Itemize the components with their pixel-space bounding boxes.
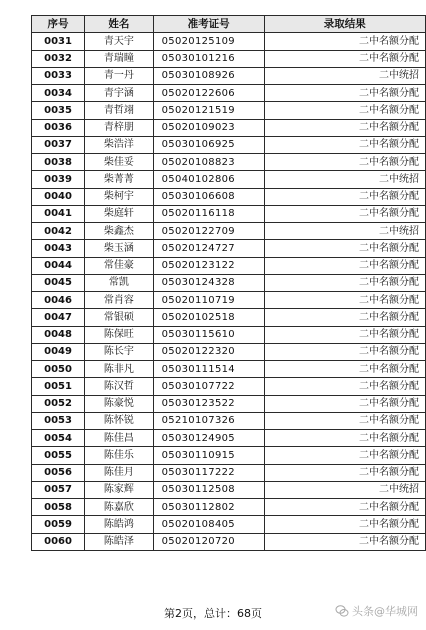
ticket-number-cell: 05030106925 — [153, 136, 264, 153]
name-cell: 陈保旺 — [85, 326, 154, 343]
admission-result-cell: 二中名额分配 — [264, 464, 425, 481]
name-cell: 柴浩洋 — [85, 136, 154, 153]
admission-result-cell: 二中名额分配 — [264, 85, 425, 102]
name-cell: 陈怀锐 — [85, 412, 154, 429]
seq-cell: 0044 — [32, 257, 85, 274]
name-cell: 青梓朋 — [85, 119, 154, 136]
name-cell: 柴玉涵 — [85, 240, 154, 257]
seq-cell: 0034 — [32, 85, 85, 102]
name-cell: 陈皓泽 — [85, 533, 154, 550]
admission-result-cell: 二中名额分配 — [264, 395, 425, 412]
name-cell: 陈嘉欣 — [85, 499, 154, 516]
admission-result-cell: 二中名额分配 — [264, 516, 425, 533]
admission-result-cell: 二中名额分配 — [264, 447, 425, 464]
page-footer: 第2页，总计：68页 — [164, 607, 262, 620]
table-row — [32, 67, 426, 84]
admission-result-cell: 二中名额分配 — [264, 33, 425, 50]
admission-result-cell: 二中名额分配 — [264, 430, 425, 447]
ticket-number-cell: 05030112802 — [153, 499, 264, 516]
ticket-number-cell: 05020108823 — [153, 154, 264, 171]
ticket-number-cell: 05030106608 — [153, 188, 264, 205]
name-cell: 柴菁菁 — [85, 171, 154, 188]
name-cell: 青哲翊 — [85, 102, 154, 119]
table-row — [32, 412, 426, 429]
table-row — [32, 481, 426, 498]
admission-result-cell: 二中统招 — [264, 223, 425, 240]
seq-cell: 0040 — [32, 188, 85, 205]
table-row — [32, 395, 426, 412]
name-cell: 青宇涵 — [85, 85, 154, 102]
admission-result-cell: 二中名额分配 — [264, 309, 425, 326]
name-cell: 柴佳妥 — [85, 154, 154, 171]
table-row — [32, 309, 426, 326]
table-row — [32, 533, 426, 550]
name-cell: 陈佳乐 — [85, 447, 154, 464]
seq-cell: 0042 — [32, 223, 85, 240]
seq-cell: 0043 — [32, 240, 85, 257]
name-cell: 常佳豪 — [85, 257, 154, 274]
name-cell: 陈豪悦 — [85, 395, 154, 412]
name-cell: 陈非凡 — [85, 361, 154, 378]
table-row — [32, 326, 426, 343]
name-cell: 陈长宇 — [85, 343, 154, 360]
ticket-number-cell: 05030110915 — [153, 447, 264, 464]
seq-cell: 0049 — [32, 343, 85, 360]
name-cell: 青一丹 — [85, 67, 154, 84]
seq-cell: 0036 — [32, 119, 85, 136]
seq-cell: 0046 — [32, 292, 85, 309]
ticket-number-cell: 05030117222 — [153, 464, 264, 481]
admission-result-cell: 二中统招 — [264, 67, 425, 84]
table-row — [32, 85, 426, 102]
ticket-number-cell: 05020123122 — [153, 257, 264, 274]
admission-result-cell: 二中名额分配 — [264, 412, 425, 429]
name-cell: 青瑞瞳 — [85, 50, 154, 67]
table-row — [32, 240, 426, 257]
ticket-number-cell: 05030101216 — [153, 50, 264, 67]
admission-result-cell: 二中名额分配 — [264, 274, 425, 291]
admission-result-cell: 二中名额分配 — [264, 205, 425, 222]
name-cell: 柴柯宇 — [85, 188, 154, 205]
table-row — [32, 102, 426, 119]
seq-cell: 0053 — [32, 412, 85, 429]
seq-cell: 0041 — [32, 205, 85, 222]
table-row — [32, 378, 426, 395]
name-cell: 陈家辉 — [85, 481, 154, 498]
table-row — [32, 33, 426, 50]
table-row — [32, 136, 426, 153]
table-header-row — [32, 16, 426, 33]
ticket-number-cell: 05020109023 — [153, 119, 264, 136]
name-cell: 陈汉哲 — [85, 378, 154, 395]
admission-result-cell: 二中名额分配 — [264, 533, 425, 550]
table-row — [32, 516, 426, 533]
table-row — [32, 343, 426, 360]
name-cell: 常银硕 — [85, 309, 154, 326]
admission-result-cell: 二中名额分配 — [264, 361, 425, 378]
name-cell: 常凯 — [85, 274, 154, 291]
table-row — [32, 464, 426, 481]
ticket-number-cell: 05030111514 — [153, 361, 264, 378]
seq-cell: 0055 — [32, 447, 85, 464]
ticket-number-cell: 05020122606 — [153, 85, 264, 102]
table-row — [32, 499, 426, 516]
ticket-number-cell: 05020124727 — [153, 240, 264, 257]
name-cell: 陈佳昌 — [85, 430, 154, 447]
ticket-number-cell: 05020121519 — [153, 102, 264, 119]
seq-cell: 0038 — [32, 154, 85, 171]
seq-cell: 0031 — [32, 33, 85, 50]
seq-cell: 0060 — [32, 533, 85, 550]
seq-cell: 0048 — [32, 326, 85, 343]
ticket-number-cell: 05030107722 — [153, 378, 264, 395]
wechat-icon — [335, 604, 349, 618]
ticket-number-cell: 05030115610 — [153, 326, 264, 343]
table-row — [32, 119, 426, 136]
ticket-number-cell: 05020116118 — [153, 205, 264, 222]
name-cell: 柴庭轩 — [85, 205, 154, 222]
table-row — [32, 292, 426, 309]
header-admission-result: 录取结果 — [264, 16, 425, 33]
seq-cell: 0057 — [32, 481, 85, 498]
seq-cell: 0037 — [32, 136, 85, 153]
admission-result-cell: 二中名额分配 — [264, 240, 425, 257]
ticket-number-cell: 05020110719 — [153, 292, 264, 309]
ticket-number-cell: 05210107326 — [153, 412, 264, 429]
seq-cell: 0051 — [32, 378, 85, 395]
ticket-number-cell: 05020102518 — [153, 309, 264, 326]
seq-cell: 0039 — [32, 171, 85, 188]
admission-result-cell: 二中名额分配 — [264, 343, 425, 360]
ticket-number-cell: 05020120720 — [153, 533, 264, 550]
admission-result-cell: 二中名额分配 — [264, 136, 425, 153]
table-row — [32, 257, 426, 274]
seq-cell: 0047 — [32, 309, 85, 326]
table-row — [32, 50, 426, 67]
admission-result-cell: 二中名额分配 — [264, 119, 425, 136]
seq-cell: 0032 — [32, 50, 85, 67]
admission-result-cell: 二中统招 — [264, 481, 425, 498]
table-body — [32, 33, 426, 551]
admission-result-cell: 二中名额分配 — [264, 257, 425, 274]
admission-result-cell: 二中名额分配 — [264, 499, 425, 516]
seq-cell: 0050 — [32, 361, 85, 378]
header-seq: 序号 — [32, 16, 85, 33]
watermark — [335, 603, 418, 619]
ticket-number-cell: 05030124905 — [153, 430, 264, 447]
table-row — [32, 447, 426, 464]
ticket-number-cell: 05020122320 — [153, 343, 264, 360]
table-row — [32, 274, 426, 291]
name-cell: 陈佳月 — [85, 464, 154, 481]
seq-cell: 0045 — [32, 274, 85, 291]
table-row — [32, 171, 426, 188]
seq-cell: 0058 — [32, 499, 85, 516]
seq-cell: 0033 — [32, 67, 85, 84]
watermark-text: 头条@华城网 — [352, 605, 418, 618]
admission-result-cell: 二中名额分配 — [264, 378, 425, 395]
ticket-number-cell: 05020122709 — [153, 223, 264, 240]
header-ticket-number: 准考证号 — [153, 16, 264, 33]
admission-results-table — [31, 15, 426, 551]
admission-result-cell: 二中名额分配 — [264, 154, 425, 171]
seq-cell: 0056 — [32, 464, 85, 481]
admission-result-cell: 二中名额分配 — [264, 326, 425, 343]
admission-result-cell: 二中名额分配 — [264, 102, 425, 119]
header-name: 姓名 — [85, 16, 154, 33]
ticket-number-cell: 05030123522 — [153, 395, 264, 412]
name-cell: 青天宇 — [85, 33, 154, 50]
ticket-number-cell: 05030108926 — [153, 67, 264, 84]
name-cell: 陈皓鸿 — [85, 516, 154, 533]
table-row — [32, 154, 426, 171]
name-cell: 柴鑫杰 — [85, 223, 154, 240]
ticket-number-cell: 05040102806 — [153, 171, 264, 188]
admission-result-cell: 二中名额分配 — [264, 188, 425, 205]
admission-result-cell: 二中名额分配 — [264, 292, 425, 309]
admission-result-cell: 二中名额分配 — [264, 50, 425, 67]
table-row — [32, 223, 426, 240]
ticket-number-cell: 05030124328 — [153, 274, 264, 291]
ticket-number-cell: 05020108405 — [153, 516, 264, 533]
ticket-number-cell: 05020125109 — [153, 33, 264, 50]
admission-result-cell: 二中统招 — [264, 171, 425, 188]
name-cell: 常肖容 — [85, 292, 154, 309]
table-row — [32, 188, 426, 205]
table-row — [32, 205, 426, 222]
seq-cell: 0035 — [32, 102, 85, 119]
seq-cell: 0054 — [32, 430, 85, 447]
table-row — [32, 361, 426, 378]
table-row — [32, 430, 426, 447]
seq-cell: 0052 — [32, 395, 85, 412]
seq-cell: 0059 — [32, 516, 85, 533]
ticket-number-cell: 05030112508 — [153, 481, 264, 498]
